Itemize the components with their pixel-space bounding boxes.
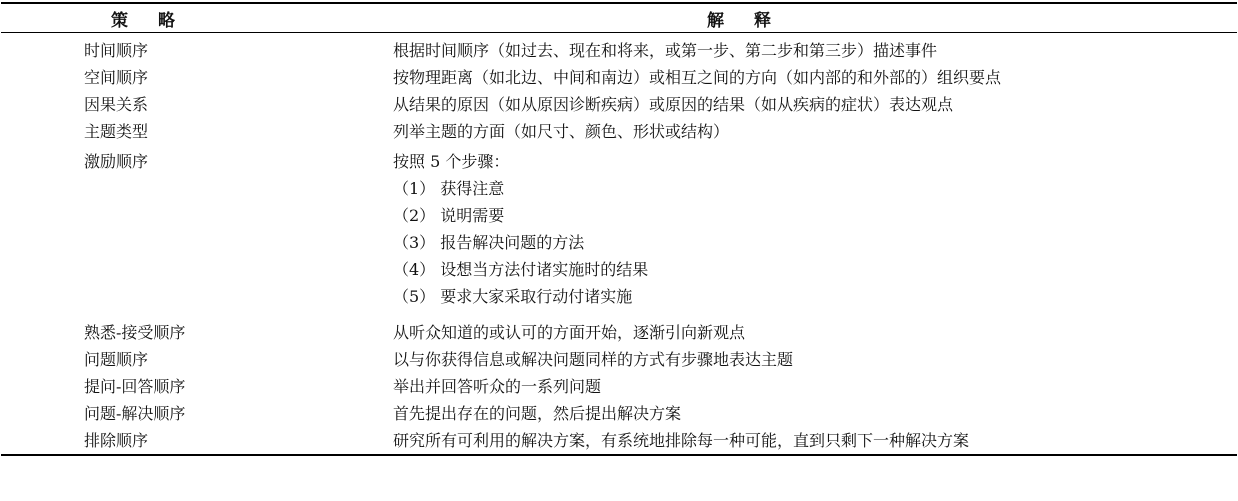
- strategy-name: 主题类型: [84, 122, 149, 141]
- table-row: [1, 33, 1237, 65]
- header-strategy-char-1: 策: [111, 10, 128, 31]
- header-explanation: [307, 3, 1237, 33]
- strategy-name: 空间顺序: [84, 68, 149, 87]
- header-explanation-char-1: 解: [707, 10, 724, 31]
- step-item: （5） 要求大家采取行动付诸实施: [393, 287, 633, 306]
- table-row: [1, 427, 1237, 455]
- strategy-description: 从听众知道的或认可的方面开始，逐渐引向新观点: [393, 323, 746, 342]
- strategy-name: 因果关系: [84, 95, 149, 114]
- header-explanation-char-2: 释: [754, 10, 771, 31]
- table-header-row: [1, 3, 1237, 33]
- step-item: （2） 说明需要: [393, 206, 505, 225]
- table-row: [1, 64, 1237, 91]
- strategy-name: 时间顺序: [84, 41, 149, 60]
- strategy-description: [307, 145, 1237, 319]
- strategy-name: 激励顺序: [84, 152, 149, 171]
- table-row: [1, 346, 1237, 373]
- step-item: （4） 设想当方法付诸实施时的结果: [393, 260, 649, 279]
- strategy-description: 列举主题的方面（如尺寸、颜色、形状或结构）: [393, 122, 730, 141]
- table-row: [1, 373, 1237, 400]
- strategy-description: 举出并回答听众的一系列问题: [393, 377, 602, 396]
- header-strategy: [1, 3, 307, 33]
- strategy-table: [1, 2, 1237, 456]
- strategy-name: 问题-解决顺序: [84, 404, 186, 423]
- strategy-name: 熟悉-接受顺序: [84, 323, 186, 342]
- strategy-description: 根据时间顺序（如过去、现在和将来，或第一步、第二步和第三步）描述事件: [393, 41, 938, 60]
- strategy-name: 排除顺序: [84, 431, 149, 450]
- step-item: （3） 报告解决问题的方法: [393, 233, 585, 252]
- table-row: [1, 400, 1237, 427]
- steps-intro: 按照 5 个步骤：: [393, 152, 510, 171]
- table-row: [1, 145, 1237, 319]
- table-row: [1, 319, 1237, 346]
- strategy-description: 首先提出存在的问题，然后提出解决方案: [393, 404, 682, 423]
- strategy-description: 从结果的原因（如从原因诊断疾病）或原因的结果（如从疾病的症状）表达观点: [393, 95, 954, 114]
- strategy-description: 研究所有可利用的解决方案，有系统地排除每一种可能，直到只剩下一种解决方案: [393, 431, 970, 450]
- strategy-name: 提问-回答顺序: [84, 377, 186, 396]
- strategy-description: 以与你获得信息或解决问题同样的方式有步骤地表达主题: [393, 350, 794, 369]
- strategy-description: 按物理距离（如北边、中间和南边）或相互之间的方向（如内部的和外部的）组织要点: [393, 68, 1002, 87]
- table-row: [1, 118, 1237, 145]
- table-row: [1, 91, 1237, 118]
- step-item: （1） 获得注意: [393, 179, 505, 198]
- header-strategy-char-2: 略: [158, 10, 175, 31]
- strategy-name: 问题顺序: [84, 350, 149, 369]
